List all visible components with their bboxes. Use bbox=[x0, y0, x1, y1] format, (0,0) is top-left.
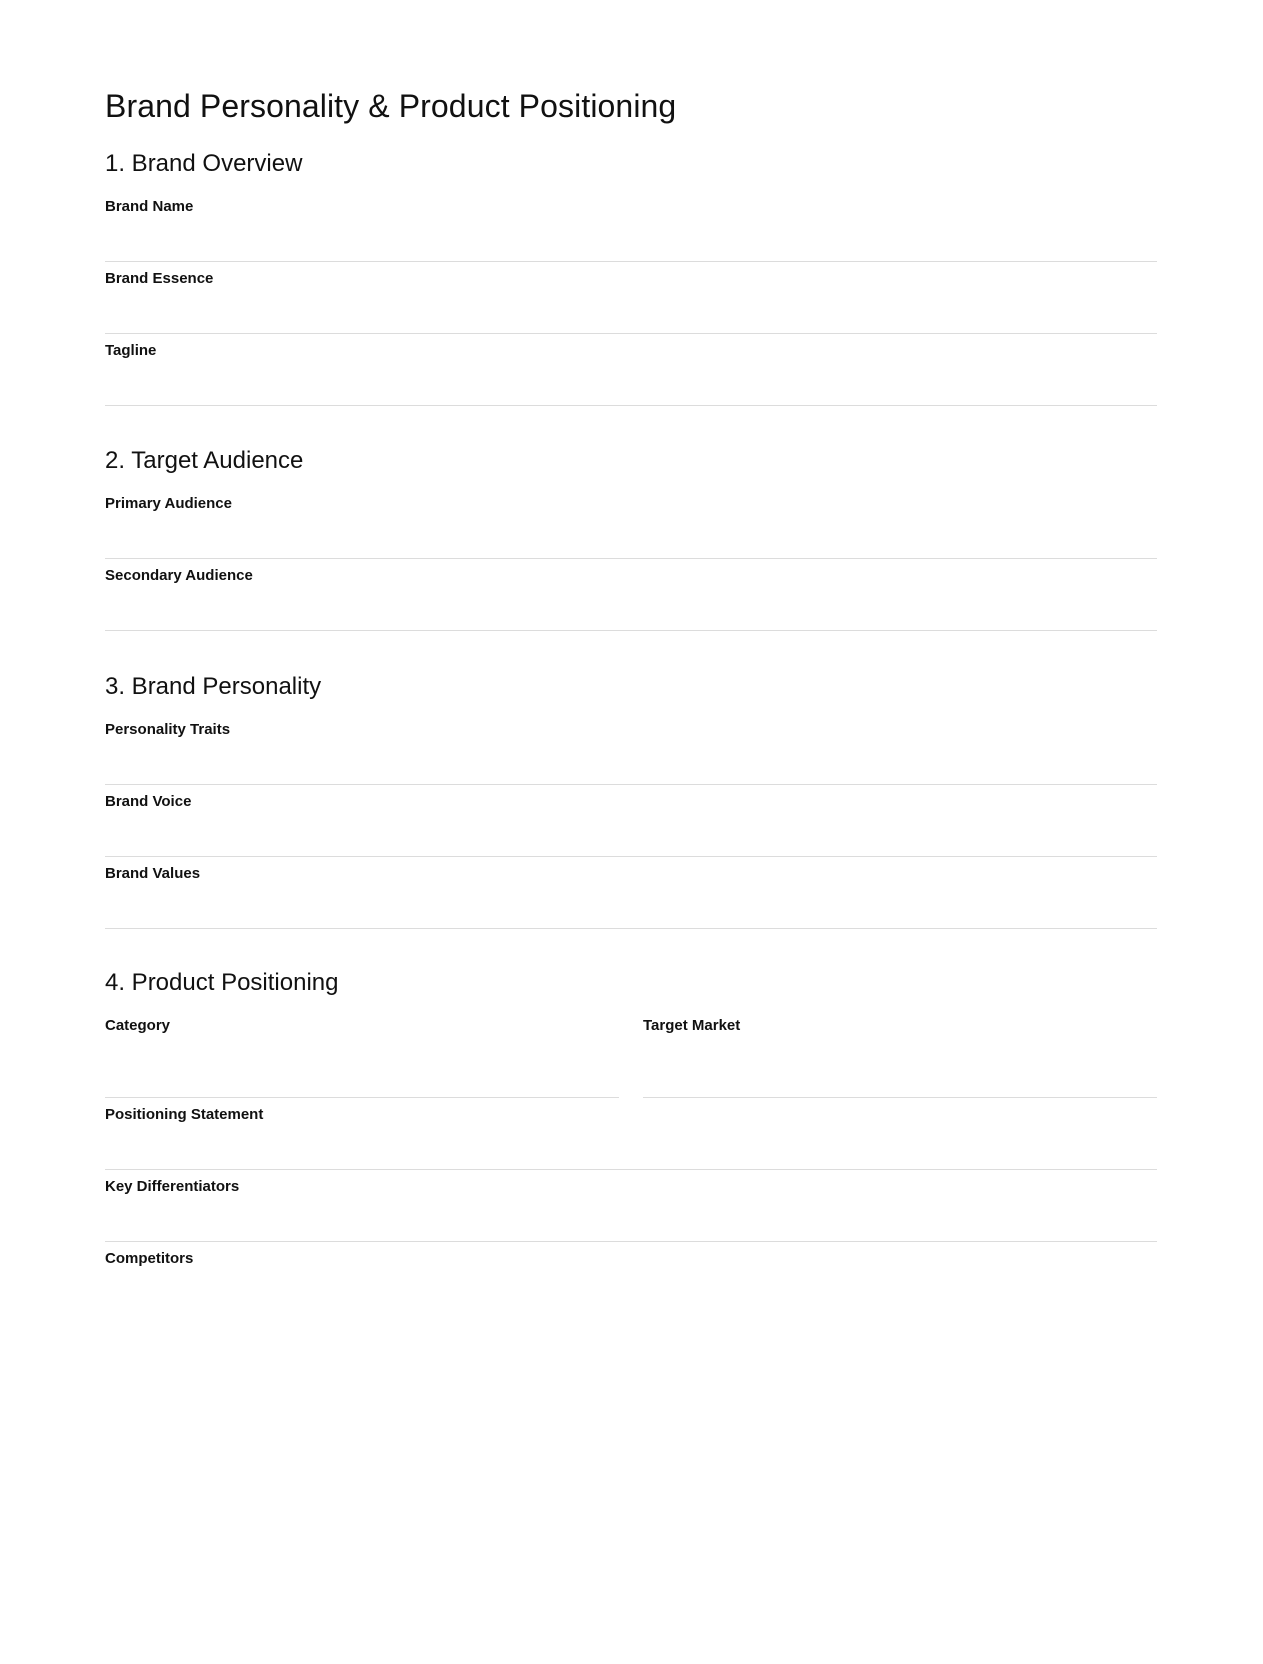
field-label: Personality Traits bbox=[105, 721, 231, 738]
field-primary-audience bbox=[105, 487, 1157, 559]
section-heading: 2. Target Audience bbox=[105, 447, 304, 474]
section-target-audience bbox=[105, 447, 1157, 631]
field-label: Primary Audience bbox=[105, 495, 232, 512]
key-differentiators-input[interactable] bbox=[105, 1200, 1157, 1239]
page-title: Brand Personality & Product Positioning bbox=[105, 88, 677, 124]
field-personality-traits bbox=[105, 713, 1157, 785]
field-label: Brand Voice bbox=[105, 793, 192, 810]
field-label: Brand Essence bbox=[105, 270, 214, 287]
field-label: Target Market bbox=[643, 1017, 741, 1034]
section-heading: 4. Product Positioning bbox=[105, 969, 339, 996]
field-brand-name bbox=[105, 190, 1157, 262]
field-brand-essence bbox=[105, 262, 1157, 334]
brand-voice-input[interactable] bbox=[105, 815, 1157, 854]
brand-values-input[interactable] bbox=[105, 887, 1157, 926]
field-label: Brand Name bbox=[105, 198, 194, 215]
field-brand-values bbox=[105, 857, 1157, 929]
target-market-input[interactable] bbox=[643, 1039, 1157, 1095]
tagline-input[interactable] bbox=[105, 364, 1157, 403]
field-tagline bbox=[105, 334, 1157, 406]
field-positioning-statement bbox=[105, 1098, 1157, 1170]
field-secondary-audience bbox=[105, 559, 1157, 631]
category-input[interactable] bbox=[105, 1039, 619, 1095]
field-competitors bbox=[105, 1242, 1157, 1313]
two-column-row bbox=[105, 1009, 1157, 1098]
field-label: Positioning Statement bbox=[105, 1106, 264, 1123]
field-label: Key Differentiators bbox=[105, 1178, 240, 1195]
section-product-positioning bbox=[105, 969, 1157, 1313]
personality-traits-input[interactable] bbox=[105, 743, 1157, 782]
section-brand-overview bbox=[105, 150, 1157, 406]
field-label: Secondary Audience bbox=[105, 567, 253, 584]
brand-essence-input[interactable] bbox=[105, 292, 1157, 331]
field-category bbox=[105, 1009, 619, 1098]
section-heading: 3. Brand Personality bbox=[105, 673, 322, 700]
field-label: Brand Values bbox=[105, 865, 201, 882]
brand-name-input[interactable] bbox=[105, 220, 1157, 259]
field-label: Category bbox=[105, 1017, 171, 1034]
section-brand-personality bbox=[105, 673, 1157, 929]
field-key-differentiators bbox=[105, 1170, 1157, 1242]
section-heading: 1. Brand Overview bbox=[105, 150, 303, 177]
field-target-market bbox=[643, 1009, 1157, 1098]
field-label: Competitors bbox=[105, 1250, 194, 1267]
primary-audience-input[interactable] bbox=[105, 517, 1157, 556]
competitors-input[interactable] bbox=[105, 1272, 1157, 1311]
field-label: Tagline bbox=[105, 342, 157, 359]
field-brand-voice bbox=[105, 785, 1157, 857]
secondary-audience-input[interactable] bbox=[105, 589, 1157, 628]
positioning-statement-input[interactable] bbox=[105, 1128, 1157, 1167]
